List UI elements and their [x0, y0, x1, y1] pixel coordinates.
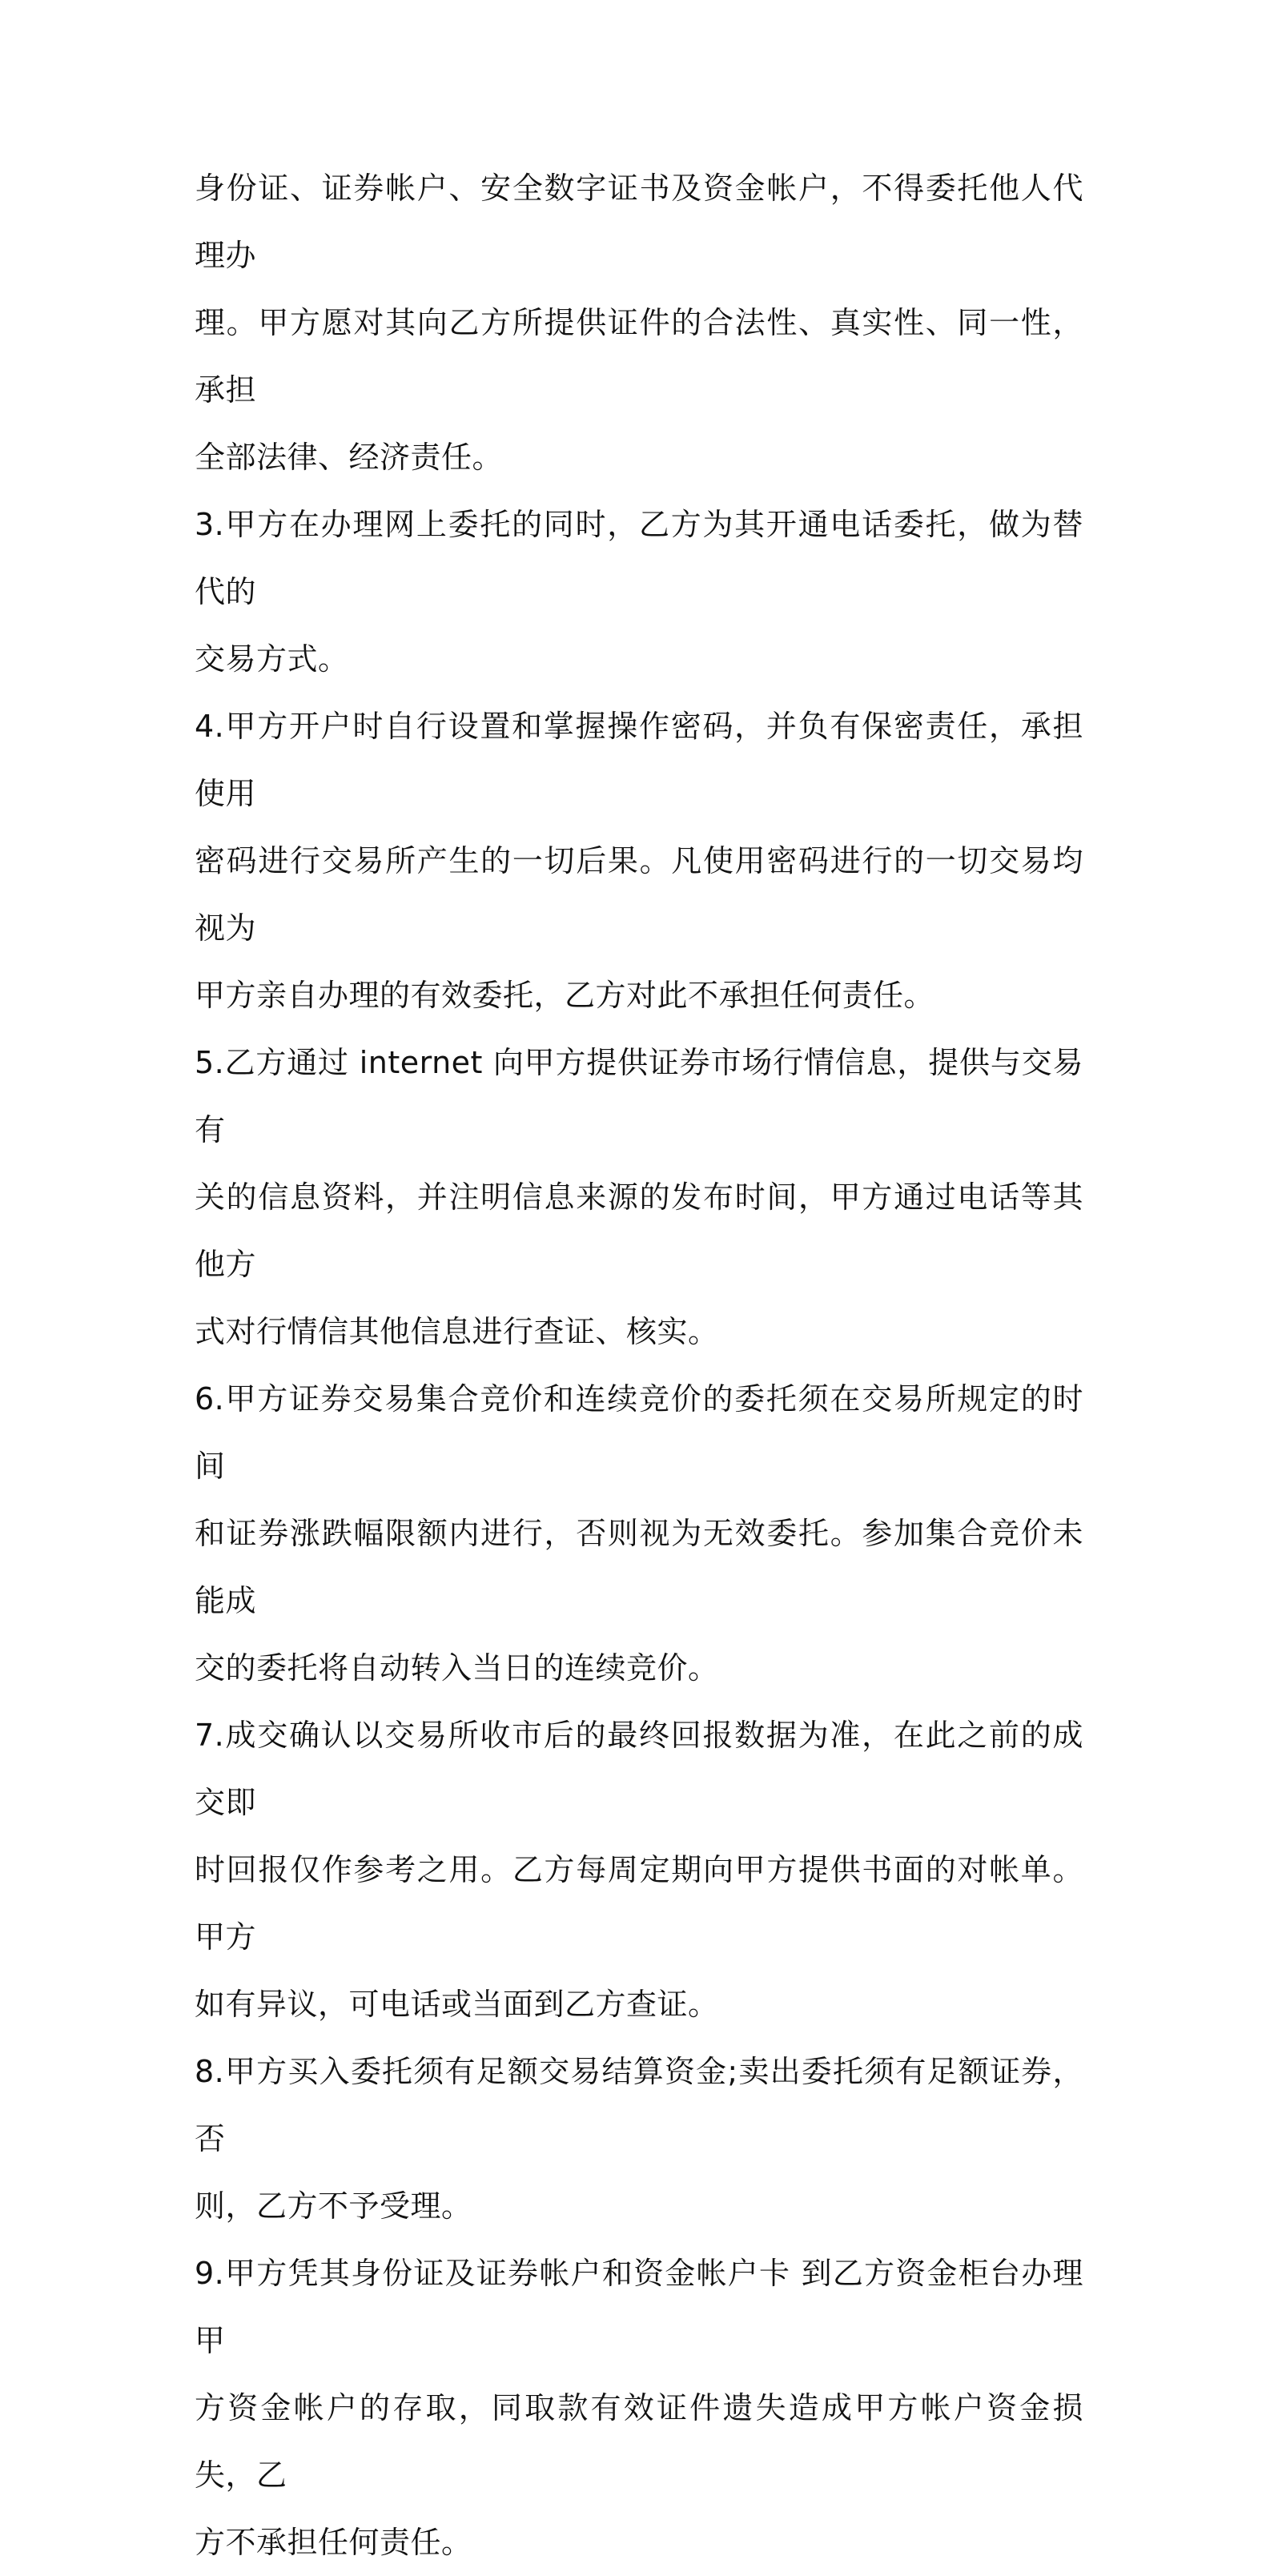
- text-line: 5.乙方通过 internet 向甲方提供证券市场行情信息，提供与交易有: [195, 1045, 1083, 1147]
- text-line: 4.甲方开户时自行设置和掌握操作密码，并负有保密责任，承担使用: [195, 709, 1083, 811]
- text-line: 9.甲方凭其身份证及证券帐户和资金帐户卡 到乙方资金柜台办理甲: [195, 2256, 1083, 2358]
- text-line: 如有异议，可电话或当面到乙方查证。: [195, 1987, 719, 2022]
- text-line: 式对行情信其他信息进行查证、核实。: [195, 1314, 719, 1349]
- text-line: 交易方式。: [195, 641, 349, 677]
- clause-3: [195, 491, 1083, 693]
- text-line: 7.成交确认以交易所收市后的最终回报数据为准，在此之前的成交即: [195, 1718, 1083, 1820]
- text-line: 方资金帐户的存取，同取款有效证件遗失造成甲方帐户资金损失，乙: [195, 2390, 1083, 2493]
- clause-5: [195, 1029, 1083, 1365]
- paragraph-identity-documents: [195, 155, 1083, 491]
- text-line: 则，乙方不予受理。: [195, 2188, 472, 2224]
- clause-4: [195, 693, 1083, 1029]
- text-line: 密码进行交易所产生的一切后果。凡使用密码进行的一切交易均视为: [195, 843, 1083, 946]
- text-line: 方不承担任何责任。: [195, 2525, 472, 2560]
- text-line: 身份证、证券帐户、安全数字证书及资金帐户，不得委托他人代理办: [195, 171, 1083, 273]
- clause-9: [195, 2240, 1083, 2576]
- text-line: 6.甲方证券交易集合竞价和连续竞价的委托须在交易所规定的时间: [195, 1381, 1083, 1484]
- text-line: 甲方亲自办理的有效委托，乙方对此不承担任何责任。: [195, 978, 935, 1013]
- text-line: 3.甲方在办理网上委托的同时，乙方为其开通电话委托，做为替代的: [195, 507, 1083, 609]
- document-body: [195, 155, 1083, 2576]
- clause-6: [195, 1365, 1083, 1702]
- text-line: 关的信息资料，并注明信息来源的发布时间，甲方通过电话等其他方: [195, 1179, 1083, 1282]
- clause-8: [195, 2038, 1083, 2240]
- text-line: 交的委托将自动转入当日的连续竞价。: [195, 1650, 719, 1686]
- text-line: 理。甲方愿对其向乙方所提供证件的合法性、真实性、同一性，承担: [195, 305, 1083, 408]
- text-line: 和证券涨跌幅限额内进行，否则视为无效委托。参加集合竞价未能成: [195, 1516, 1083, 1618]
- text-line: 全部法律、经济责任。: [195, 440, 504, 475]
- text-line: 8.甲方买入委托须有足额交易结算资金;卖出委托须有足额证券，否: [195, 2054, 1083, 2156]
- clause-7: [195, 1702, 1083, 2038]
- text-line: 时回报仅作参考之用。乙方每周定期向甲方提供书面的对帐单。甲方: [195, 1852, 1083, 1955]
